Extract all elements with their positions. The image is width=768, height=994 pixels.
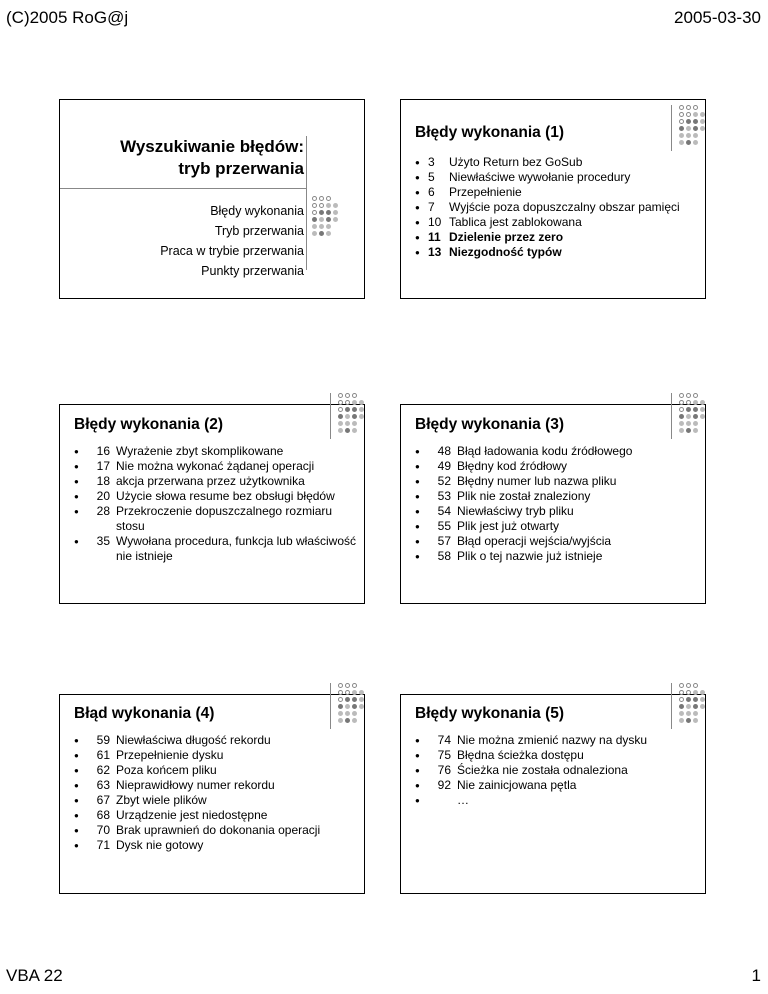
error-item <box>415 519 632 534</box>
error-item <box>74 474 364 489</box>
dot <box>312 210 317 215</box>
error-description: Plik o tej nazwie już istnieje <box>457 549 603 563</box>
dot <box>693 718 698 723</box>
dot <box>700 126 705 131</box>
error-description: Tablica jest zablokowana <box>449 215 582 229</box>
error-description: Niezgodność typów <box>449 245 562 259</box>
divider <box>306 136 307 270</box>
divider <box>671 393 672 439</box>
dot <box>693 690 698 695</box>
error-code: ● 17 <box>96 459 110 473</box>
slide-4 <box>400 404 706 604</box>
dot <box>338 711 343 716</box>
header-copyright: (C)2005 RoG@j <box>6 8 129 27</box>
dot <box>312 231 317 236</box>
dot <box>686 711 691 716</box>
dot <box>359 697 364 702</box>
dot <box>352 711 357 716</box>
error-item <box>415 778 647 793</box>
dot <box>693 105 698 110</box>
error-description: Plik nie został znaleziony <box>457 489 591 503</box>
error-description: Plik jest już otwarty <box>457 519 560 533</box>
dot <box>693 140 698 145</box>
error-item <box>74 504 364 534</box>
error-description: Użycie słowa resume bez obsługi błędów <box>116 489 335 503</box>
dot <box>326 210 331 215</box>
dot <box>693 697 698 702</box>
error-description: Błąd operacji wejścia/wyjścia <box>457 534 612 548</box>
error-description: Błędna ścieżka dostępu <box>457 748 584 762</box>
dot <box>679 690 684 695</box>
dot <box>700 112 705 117</box>
error-description: Poza końcem pliku <box>116 763 217 777</box>
dot <box>312 203 317 208</box>
dot <box>679 683 684 688</box>
error-item <box>74 733 320 748</box>
error-code: ● 13 <box>428 245 442 259</box>
topic-item: Tryb przerwania <box>214 224 304 238</box>
error-item <box>415 474 632 489</box>
dot <box>679 697 684 702</box>
error-code: ● 16 <box>96 444 110 458</box>
error-code: ● 57 <box>437 534 451 548</box>
dot <box>693 133 698 138</box>
error-item <box>415 733 647 748</box>
dot <box>319 231 324 236</box>
error-item <box>74 459 364 474</box>
error-code: ● 68 <box>96 808 110 822</box>
dot <box>352 683 357 688</box>
slide-5-error-list <box>74 733 320 853</box>
dot <box>338 421 343 426</box>
error-item <box>415 489 632 504</box>
dot <box>338 407 343 412</box>
slide-1-topic-list <box>160 201 304 281</box>
error-item <box>415 185 680 200</box>
error-description: Dzielenie przez zero <box>449 230 564 244</box>
dot <box>700 414 705 419</box>
dot <box>338 414 343 419</box>
dot <box>693 112 698 117</box>
dot <box>693 711 698 716</box>
divider <box>60 188 306 189</box>
error-description: Urządzenie jest niedostępne <box>116 808 268 822</box>
error-code: ● 35 <box>96 534 110 548</box>
dot <box>352 393 357 398</box>
dot-pattern <box>679 393 715 441</box>
dot <box>338 683 343 688</box>
slide-1-title-line1: Wyszukiwanie błędów: <box>120 137 304 156</box>
dot-pattern <box>679 683 715 731</box>
dot <box>338 718 343 723</box>
dot <box>345 697 350 702</box>
dot <box>338 704 343 709</box>
error-code: ● 55 <box>437 519 451 533</box>
dot <box>679 711 684 716</box>
dot-pattern <box>338 683 374 731</box>
error-code: ● 48 <box>437 444 451 458</box>
error-item <box>74 763 320 778</box>
dot <box>326 231 331 236</box>
dot <box>679 393 684 398</box>
dot <box>345 718 350 723</box>
dot <box>333 203 338 208</box>
dot <box>359 400 364 405</box>
dot <box>679 407 684 412</box>
error-code: ● 49 <box>437 459 451 473</box>
error-description: Nie można wykonać żądanej operacji <box>116 459 315 473</box>
error-code: ● 54 <box>437 504 451 518</box>
error-description: Wyrażenie zbyt skomplikowane <box>116 444 284 458</box>
dot <box>700 400 705 405</box>
dot <box>326 196 331 201</box>
dot <box>693 683 698 688</box>
error-description: Nieprawidłowy numer rekordu <box>116 778 275 792</box>
error-description: Brak uprawnień do dokonania operacji <box>116 823 321 837</box>
header-date: 2005-03-30 <box>674 8 761 27</box>
error-description: Błędny kod źródłowy <box>457 459 568 473</box>
dot <box>679 119 684 124</box>
dot <box>319 210 324 215</box>
dot <box>679 704 684 709</box>
dot-pattern <box>338 393 374 441</box>
error-description: Ścieżka nie została odnaleziona <box>457 763 628 777</box>
dot <box>345 711 350 716</box>
dot <box>352 690 357 695</box>
error-item <box>415 504 632 519</box>
error-code: ● 62 <box>96 763 110 777</box>
error-description: Przepełnienie dysku <box>116 748 224 762</box>
dot <box>352 400 357 405</box>
topic-item: Punkty przerwania <box>201 264 304 278</box>
error-description: Zbyt wiele plików <box>116 793 207 807</box>
error-item <box>74 823 320 838</box>
error-item <box>415 549 632 564</box>
slide-2-error-list <box>415 155 680 260</box>
divider <box>330 683 331 729</box>
error-item <box>415 459 632 474</box>
divider <box>671 105 672 151</box>
footer-label: VBA 22 <box>6 966 63 985</box>
error-code: ● 70 <box>96 823 110 837</box>
dot <box>338 697 343 702</box>
dot <box>326 224 331 229</box>
dot <box>359 407 364 412</box>
error-description: Użyto Return bez GoSub <box>449 155 583 169</box>
error-description: Niewłaściwe wywołanie procedury <box>449 170 631 184</box>
error-item <box>415 748 647 763</box>
dot <box>679 112 684 117</box>
error-item <box>74 489 364 504</box>
error-item <box>415 170 680 185</box>
dot <box>333 217 338 222</box>
error-code: ● 71 <box>96 838 110 852</box>
slide-2-title: Błędy wykonania (1) <box>415 124 565 141</box>
error-item <box>415 793 647 808</box>
dot <box>352 407 357 412</box>
error-item <box>74 748 320 763</box>
dot <box>319 203 324 208</box>
slide-1-title-line2: tryb przerwania <box>178 159 304 178</box>
dot <box>345 690 350 695</box>
dot <box>693 407 698 412</box>
dot <box>686 414 691 419</box>
error-item <box>415 215 680 230</box>
dot <box>319 224 324 229</box>
error-code: ● 76 <box>437 763 451 777</box>
dot-pattern <box>679 105 715 153</box>
dot <box>686 126 691 131</box>
dot <box>338 690 343 695</box>
dot <box>352 697 357 702</box>
dot <box>693 421 698 426</box>
topic-item: Błędy wykonania <box>210 204 304 218</box>
dot <box>345 407 350 412</box>
dot <box>352 421 357 426</box>
dot <box>686 704 691 709</box>
error-description: akcja przerwana przez użytkownika <box>116 474 305 488</box>
error-description: Niewłaściwy tryb pliku <box>457 504 574 518</box>
dot <box>686 105 691 110</box>
dot <box>338 428 343 433</box>
error-item <box>415 444 632 459</box>
error-description: Nie zainicjowana pętla <box>457 778 577 792</box>
dot <box>686 428 691 433</box>
dot <box>700 697 705 702</box>
error-code: ● 3 <box>428 155 435 169</box>
dot <box>338 400 343 405</box>
error-code: ● 59 <box>96 733 110 747</box>
dot <box>679 140 684 145</box>
dot <box>345 421 350 426</box>
error-description: Błędny numer lub nazwa pliku <box>457 474 617 488</box>
dot <box>312 217 317 222</box>
error-code: ● 67 <box>96 793 110 807</box>
error-code: ● 10 <box>428 215 442 229</box>
error-item <box>415 245 680 260</box>
error-code: ● 53 <box>437 489 451 503</box>
dot <box>679 126 684 131</box>
error-code: ● 75 <box>437 748 451 762</box>
dot <box>700 119 705 124</box>
dot <box>679 421 684 426</box>
dot <box>686 421 691 426</box>
dot <box>686 400 691 405</box>
dot <box>686 393 691 398</box>
error-code: ● 28 <box>96 504 110 518</box>
dot <box>359 704 364 709</box>
dot <box>345 428 350 433</box>
error-code: ● 18 <box>96 474 110 488</box>
page-number: 1 <box>751 966 761 985</box>
topic-item: Praca w trybie przerwania <box>160 244 304 258</box>
dot <box>686 112 691 117</box>
divider <box>330 393 331 439</box>
dot <box>686 697 691 702</box>
slide-6-error-list <box>415 733 647 808</box>
dot <box>686 119 691 124</box>
dot <box>686 690 691 695</box>
error-code: ● 7 <box>428 200 435 214</box>
error-code: ● 63 <box>96 778 110 792</box>
dot <box>686 133 691 138</box>
dot <box>352 414 357 419</box>
error-description: Wyjście poza dopuszczalny obszar pamięci <box>449 200 680 214</box>
slide-3-title: Błędy wykonania (2) <box>74 416 224 433</box>
error-description: Przekroczenie dopuszczalnego rozmiaru stosu <box>116 504 333 533</box>
dot <box>700 704 705 709</box>
dot <box>345 683 350 688</box>
dot <box>345 704 350 709</box>
error-description: Dysk nie gotowy <box>116 838 204 852</box>
error-code: ● 52 <box>437 474 451 488</box>
error-code: ● 92 <box>437 778 451 792</box>
dot <box>345 400 350 405</box>
error-code: ● 5 <box>428 170 435 184</box>
divider <box>671 683 672 729</box>
error-item <box>74 534 364 564</box>
dot <box>352 428 357 433</box>
error-description: Przepełnienie <box>449 185 522 199</box>
error-item <box>74 444 364 459</box>
error-item <box>415 155 680 170</box>
dot <box>693 414 698 419</box>
error-item <box>74 793 320 808</box>
dot <box>693 126 698 131</box>
dot <box>679 105 684 110</box>
dot <box>679 133 684 138</box>
error-item <box>415 534 632 549</box>
dot <box>352 704 357 709</box>
error-description: Błąd ładowania kodu źródłowego <box>457 444 633 458</box>
dot <box>679 414 684 419</box>
error-code: ● 58 <box>437 549 451 563</box>
dot <box>693 400 698 405</box>
error-description: … <box>457 793 469 807</box>
slide-4-title: Błędy wykonania (3) <box>415 416 565 433</box>
dot <box>312 196 317 201</box>
dot <box>326 203 331 208</box>
dot <box>686 140 691 145</box>
dot <box>679 428 684 433</box>
dot <box>352 718 357 723</box>
slide-3-error-list <box>74 444 364 564</box>
error-description: Niewłaściwa długość rekordu <box>116 733 271 747</box>
dot <box>686 718 691 723</box>
dot <box>679 400 684 405</box>
slide-6 <box>400 694 706 894</box>
dot <box>338 393 343 398</box>
dot <box>700 407 705 412</box>
error-item <box>74 808 320 823</box>
error-item <box>74 778 320 793</box>
dot <box>679 718 684 723</box>
error-code: ● 6 <box>428 185 435 199</box>
error-code: ● 11 <box>428 230 441 244</box>
dot <box>686 407 691 412</box>
slide-1-title <box>120 136 304 180</box>
dot <box>693 428 698 433</box>
dot <box>693 704 698 709</box>
dot <box>345 414 350 419</box>
dot <box>693 119 698 124</box>
error-code: ● 61 <box>96 748 110 762</box>
dot <box>700 690 705 695</box>
dot <box>326 217 331 222</box>
dot <box>333 210 338 215</box>
error-item <box>74 838 320 853</box>
error-code: ● 74 <box>437 733 451 747</box>
dot <box>693 393 698 398</box>
dot <box>359 690 364 695</box>
dot <box>359 414 364 419</box>
error-item <box>415 763 647 778</box>
dot <box>686 683 691 688</box>
dot <box>312 224 317 229</box>
error-item <box>415 200 680 215</box>
slide-3 <box>59 404 365 604</box>
slide-5-title: Błąd wykonania (4) <box>74 705 215 722</box>
error-description: Nie można zmienić nazwy na dysku <box>457 733 648 747</box>
error-description: Wywołana procedura, funkcja lub właściwość nie istnieje <box>116 534 356 563</box>
slide-4-error-list <box>415 444 632 564</box>
error-code: ● 20 <box>96 489 110 503</box>
slide-5 <box>59 694 365 894</box>
error-item <box>415 230 680 245</box>
dot <box>319 196 324 201</box>
dot <box>345 393 350 398</box>
slide-1 <box>59 99 365 299</box>
slide-2 <box>400 99 706 299</box>
dot <box>319 217 324 222</box>
dot-pattern <box>312 196 348 244</box>
slide-6-title: Błędy wykonania (5) <box>415 705 565 722</box>
